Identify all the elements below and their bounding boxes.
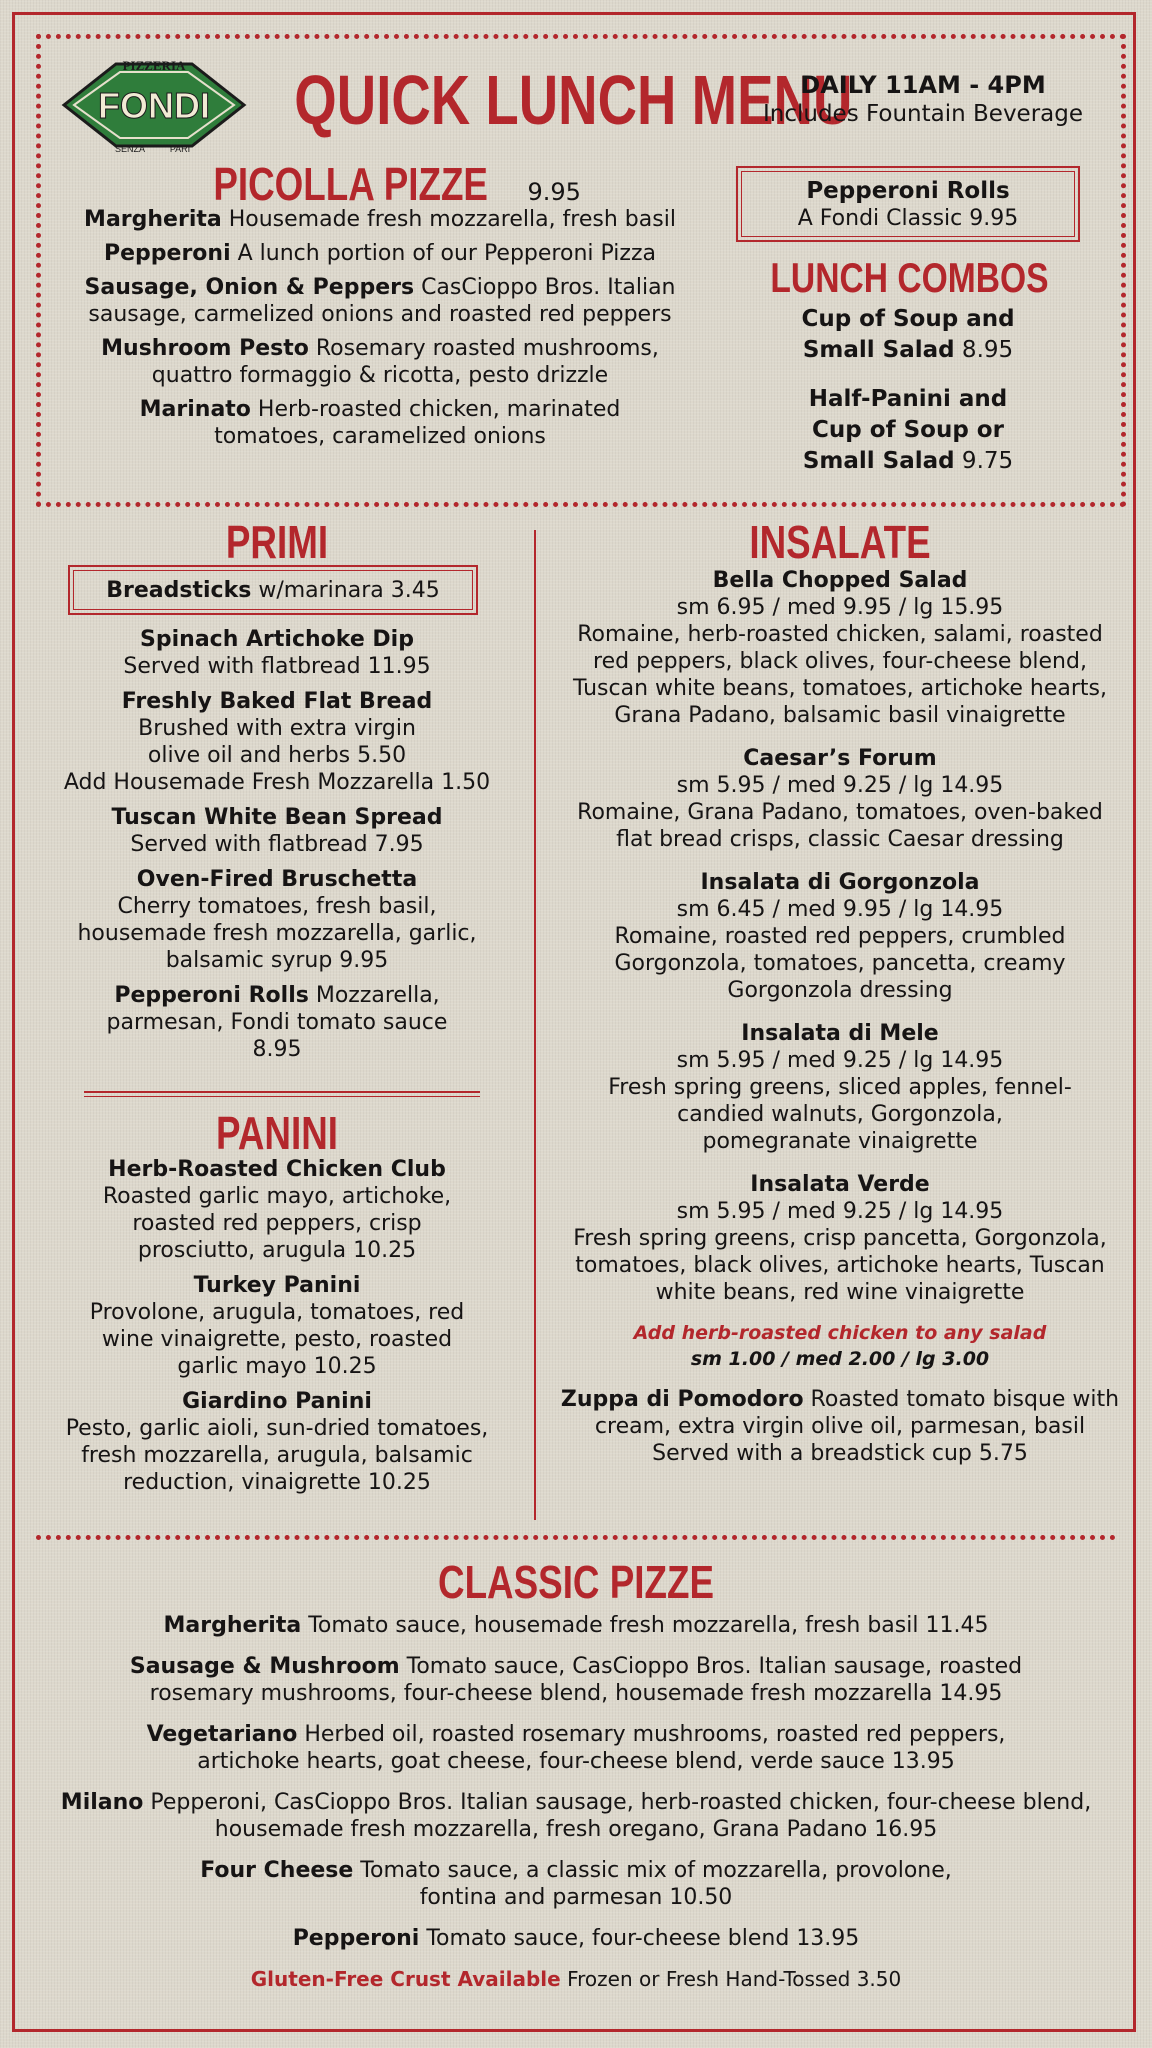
addon-line1: Add herb-roasted chicken to any salad bbox=[633, 1322, 1047, 1344]
item-desc: Herb-roasted chicken, marinated tomatoes, caramelized onions bbox=[214, 397, 621, 449]
item-sizes: sm 6.45 / med 9.95 / lg 14.95 bbox=[676, 897, 1004, 922]
primi-panini-divider bbox=[84, 1091, 480, 1097]
list-item bbox=[40, 1272, 514, 1380]
item-name: Breadsticks bbox=[106, 578, 252, 603]
item-name: Zuppa di Pomodoro bbox=[560, 1387, 804, 1412]
list-item bbox=[556, 567, 1124, 729]
item-name: Insalata Verde bbox=[750, 1172, 930, 1197]
combo-line: Small Salad bbox=[802, 448, 955, 474]
logo-bottom-left: SENZA bbox=[114, 144, 146, 154]
list-item bbox=[40, 982, 514, 1063]
item-name: Pepperoni bbox=[104, 241, 231, 266]
item-sizes: sm 5.95 / med 9.25 / lg 14.95 bbox=[676, 773, 1004, 798]
classic-dotted-divider bbox=[36, 1535, 1116, 1540]
classic-items bbox=[40, 1612, 1112, 1992]
list-item bbox=[40, 688, 514, 796]
list-item bbox=[556, 1386, 1124, 1467]
item-desc: Fresh spring greens, sliced apples, fennel-candied walnuts, Gorgonzola, pomegranate vinaigrette bbox=[608, 1075, 1072, 1154]
addon-line2: sm 1.00 / med 2.00 / lg 3.00 bbox=[690, 1348, 990, 1370]
item-name: Spinach Artichoke Dip bbox=[140, 627, 414, 652]
item-sizes: sm 5.95 / med 9.25 / lg 14.95 bbox=[676, 1199, 1004, 1224]
item-name: Milano bbox=[60, 1790, 144, 1815]
item-name: Herb-Roasted Chicken Club bbox=[108, 1157, 446, 1182]
item-extra: Served with a breadstick cup 5.75 bbox=[652, 1441, 1028, 1466]
hours-line2: Includes Fountain Beverage bbox=[762, 101, 1084, 127]
salad-addon bbox=[556, 1320, 1124, 1372]
list-item bbox=[60, 206, 700, 233]
item-desc: Fresh spring greens, crisp pancetta, Gorgonzola, tomatoes, black olives, artichoke hearts, Tuscan white beans, red wine vinaigrette bbox=[573, 1226, 1107, 1305]
combo-price: 9.75 bbox=[954, 448, 1014, 474]
panini-heading: PANINI bbox=[216, 1107, 338, 1159]
hours-block bbox=[758, 70, 1088, 128]
classic-section bbox=[40, 1556, 1112, 1608]
item-sizes: sm 5.95 / med 9.25 / lg 14.95 bbox=[676, 1048, 1004, 1073]
item-desc: Cherry tomatoes, fresh basil, housemade fresh mozzarella, garlic, balsamic syrup 9.95 bbox=[77, 894, 477, 973]
combo-line: Cup of Soup or bbox=[812, 417, 1004, 443]
item-name: Pepperoni Rolls bbox=[114, 983, 309, 1008]
picolla-price: 9.95 bbox=[527, 178, 581, 206]
item-desc: w/marinara 3.45 bbox=[251, 578, 440, 603]
primi-items bbox=[40, 626, 514, 1063]
list-item bbox=[40, 804, 514, 858]
list-item bbox=[40, 626, 514, 680]
item-sizes: sm 6.95 / med 9.95 / lg 15.95 bbox=[676, 595, 1004, 620]
item-desc: Served with flatbread 7.95 bbox=[130, 832, 424, 857]
panini-section bbox=[40, 1108, 514, 1158]
item-name: Pepperoni bbox=[292, 1926, 420, 1951]
list-item bbox=[556, 869, 1124, 1004]
combo-line: Small Salad bbox=[802, 337, 955, 363]
list-item bbox=[40, 1612, 1112, 1639]
insalate-heading: INSALATE bbox=[749, 516, 931, 568]
item-desc: Tomato sauce, four-cheese blend 13.95 bbox=[419, 1926, 860, 1951]
item-name: Vegetariano bbox=[146, 1722, 298, 1747]
item-desc: Tomato sauce, housemade fresh mozzarella, fresh basil 11.45 bbox=[301, 1613, 989, 1638]
hours-line1: DAILY 11AM - 4PM bbox=[800, 71, 1046, 99]
item-name: Marinato bbox=[139, 397, 251, 422]
item-desc: Herbed oil, roasted rosemary mushrooms, roasted red peppers, artichoke hearts, goat cheese, four-cheese blend, verde sauce 13.95 bbox=[197, 1722, 1006, 1774]
item-desc: A lunch portion of our Pepperoni Pizza bbox=[230, 241, 656, 266]
item-desc: Romaine, herb-roasted chicken, salami, roasted red peppers, black olives, four-cheese blend, Tuscan white beans, tomatoes, artichoke hearts, Grana Padano, balsamic basil vinaigrette bbox=[573, 622, 1107, 728]
logo-bottom-right: PARI bbox=[169, 144, 191, 154]
combo-price: 8.95 bbox=[954, 337, 1014, 363]
list-item bbox=[556, 1020, 1124, 1155]
combo-line: Cup of Soup and bbox=[801, 306, 1015, 332]
item-desc: Brushed with extra virgin olive oil and herbs 5.50 bbox=[138, 716, 416, 768]
list-item bbox=[556, 745, 1124, 853]
list-item bbox=[40, 1653, 1112, 1707]
item-desc: Served with flatbread 11.95 bbox=[123, 654, 431, 679]
classic-heading: CLASSIC PIZZE bbox=[437, 1556, 715, 1608]
item-desc: Romaine, Grana Padano, tomatoes, oven-baked flat bread crisps, classic Caesar dressing bbox=[577, 800, 1103, 852]
item-name: Bella Chopped Salad bbox=[712, 568, 968, 593]
item-name: Sausage & Mushroom bbox=[129, 1654, 400, 1679]
picolla-section bbox=[60, 158, 700, 210]
list-item bbox=[60, 396, 700, 450]
pepperoni-rolls-box bbox=[736, 166, 1080, 242]
item-desc: Provolone, arugula, tomatoes, red wine vinaigrette, pesto, roasted garlic mayo 10.25 bbox=[89, 1300, 465, 1379]
item-name: Sausage, Onion & Peppers bbox=[84, 275, 415, 300]
picolla-items bbox=[60, 206, 700, 450]
list-item bbox=[556, 1171, 1124, 1306]
item-name: Tuscan White Bean Spread bbox=[111, 805, 443, 830]
rolls-box-title: Pepperoni Rolls bbox=[806, 178, 1010, 204]
lunch-combos bbox=[736, 252, 1080, 477]
item-desc: Rosemary roasted mushrooms, quattro formaggio & ricotta, pesto drizzle bbox=[151, 336, 659, 388]
list-item bbox=[60, 274, 700, 328]
logo-name: FONDI bbox=[98, 85, 210, 126]
item-name: Mushroom Pesto bbox=[101, 336, 309, 361]
primi-section bbox=[40, 514, 514, 570]
item-name: Margherita bbox=[163, 1613, 302, 1638]
list-item bbox=[40, 1789, 1112, 1843]
list-item bbox=[40, 1156, 514, 1264]
primi-heading: PRIMI bbox=[225, 516, 329, 568]
list-item bbox=[40, 1388, 514, 1496]
item-desc: Mozzarella, parmesan, Fondi tomato sauce 8.95 bbox=[106, 983, 448, 1062]
item-desc: Tomato sauce, a classic mix of mozzarella, provolone, fontina and parmesan 10.50 bbox=[353, 1858, 952, 1910]
item-name: Turkey Panini bbox=[193, 1273, 361, 1298]
list-item bbox=[40, 1721, 1112, 1775]
item-name: Freshly Baked Flat Bread bbox=[121, 689, 433, 714]
item-desc: Pesto, garlic aioli, sun-dried tomatoes, fresh mozzarella, arugula, balsamic reduction, vinaigrette 10.25 bbox=[65, 1416, 489, 1495]
menu-title: QUICK LUNCH MENU bbox=[294, 61, 853, 139]
item-desc: Roasted tomato bisque with cream, extra virgin olive oil, parmesan, basil bbox=[594, 1387, 1120, 1439]
fondi-logo bbox=[58, 52, 250, 158]
item-name: Insalata di Mele bbox=[741, 1021, 939, 1046]
insalate-section bbox=[556, 514, 1124, 570]
combo-item bbox=[736, 384, 1080, 477]
gluten-free-label: Gluten-Free Crust Available bbox=[250, 1967, 561, 1991]
item-name: Insalata di Gorgonzola bbox=[700, 870, 980, 895]
gluten-free-note bbox=[40, 1966, 1112, 1992]
item-desc: Tomato sauce, CasCioppo Bros. Italian sausage, roasted rosemary mushrooms, four-cheese blend, housemade fresh mozzarella 14.95 bbox=[149, 1654, 1023, 1706]
picolla-heading: PICOLLA PIZZE bbox=[213, 158, 489, 210]
list-item bbox=[40, 1857, 1112, 1911]
item-name: Margherita bbox=[84, 207, 222, 232]
item-name: Giardino Panini bbox=[182, 1389, 372, 1414]
item-extra: Add Housemade Fresh Mozzarella 1.50 bbox=[63, 770, 491, 795]
item-name: Four Cheese bbox=[200, 1858, 354, 1883]
breadsticks-box bbox=[68, 565, 478, 615]
insalate-items bbox=[556, 567, 1124, 1467]
list-item bbox=[60, 335, 700, 389]
rolls-box-line: A Fondi Classic 9.95 bbox=[797, 206, 1019, 231]
list-item bbox=[40, 866, 514, 974]
list-item bbox=[60, 240, 700, 267]
item-name: Oven-Fired Bruschetta bbox=[136, 867, 418, 892]
item-desc: CasCioppo Bros. Italian sausage, carmelized onions and roasted red peppers bbox=[88, 275, 676, 327]
combos-heading: LUNCH COMBOS bbox=[770, 254, 1049, 301]
item-desc: Roasted garlic mayo, artichoke, roasted red peppers, crisp prosciutto, arugula 10.25 bbox=[102, 1184, 452, 1263]
logo-top-text: PIZZERIA bbox=[122, 58, 186, 73]
item-desc: Pepperoni, CasCioppo Bros. Italian sausage, herb-roasted chicken, four-cheese blend, housemade fresh mozzarella, fresh oregano, Grana Padano 16.95 bbox=[143, 1790, 1092, 1842]
combo-item bbox=[736, 304, 1080, 366]
combo-line: Half-Panini and bbox=[808, 386, 1008, 412]
gluten-free-desc: Frozen or Fresh Hand-Tossed 3.50 bbox=[560, 1967, 902, 1991]
panini-items bbox=[40, 1156, 514, 1496]
item-desc: Romaine, roasted red peppers, crumbled Gorgonzola, tomatoes, pancetta, creamy Gorgonzola dressing bbox=[614, 924, 1066, 1003]
list-item bbox=[40, 1925, 1112, 1952]
item-name: Caesar’s Forum bbox=[743, 746, 937, 771]
item-desc: Housemade fresh mozzarella, fresh basil bbox=[221, 207, 676, 232]
column-divider bbox=[534, 530, 536, 1520]
